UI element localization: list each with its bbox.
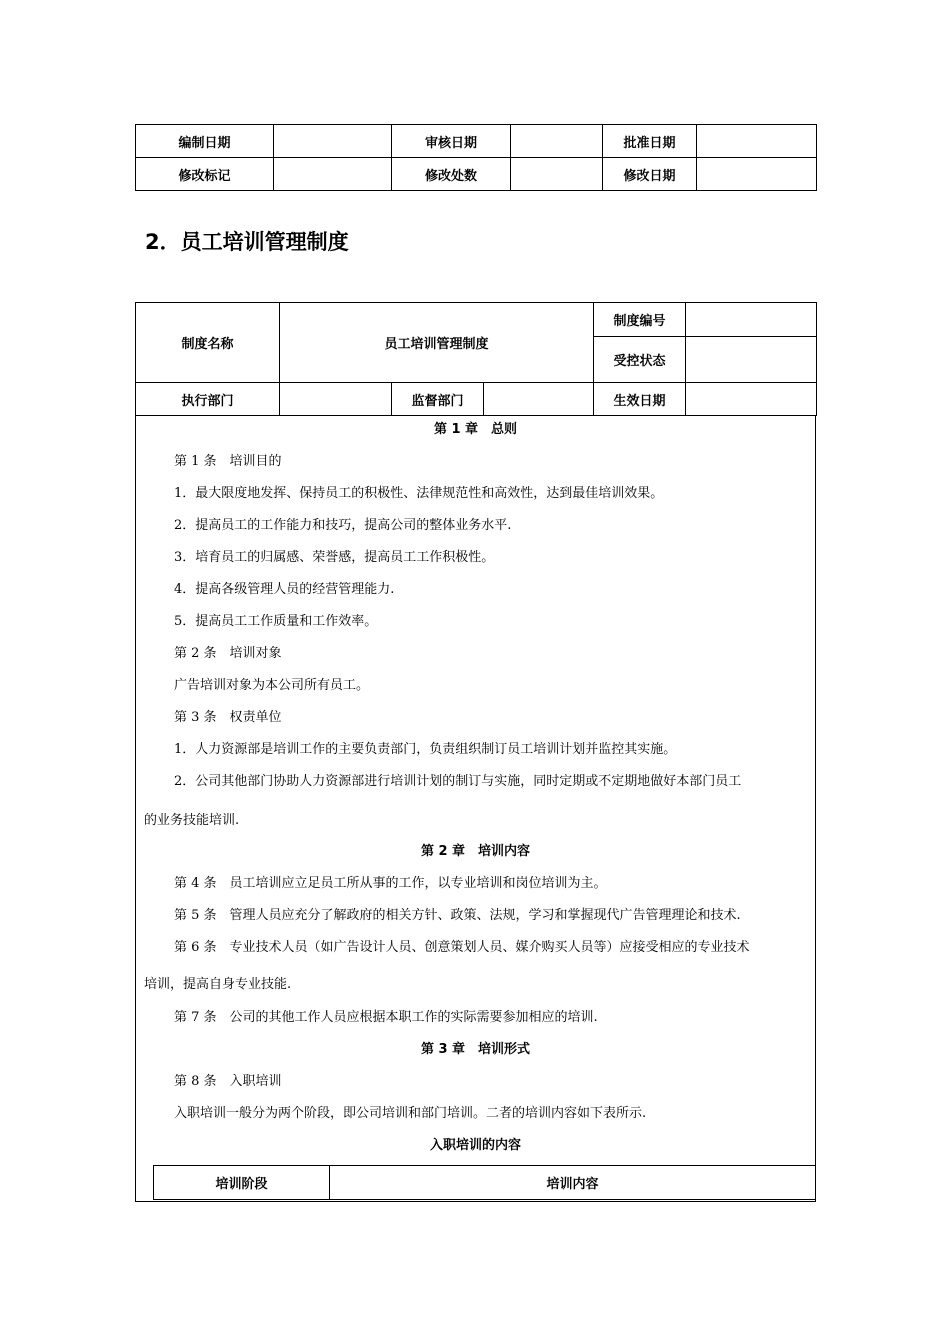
article-1-item-5: 5．提高员工工作质量和工作效率。 bbox=[174, 614, 378, 629]
article-1-item-2: 2．提高员工的工作能力和技巧，提高公司的整体业务水平. bbox=[174, 518, 512, 533]
article-3: 第 3 条 权责单位 bbox=[174, 710, 282, 725]
entry-training-header-row bbox=[154, 1166, 816, 1200]
entry-training-table bbox=[153, 1165, 816, 1200]
chapter-3-heading: 第 3 章 培训形式 bbox=[420, 1042, 531, 1057]
revision-row-1 bbox=[136, 125, 817, 158]
compile-date-value[interactable] bbox=[274, 125, 392, 158]
policy-name-value: 员工培训管理制度 bbox=[280, 303, 594, 383]
info-row-1 bbox=[136, 303, 817, 337]
info-row-3 bbox=[136, 383, 817, 416]
policy-name-label: 制度名称 bbox=[136, 303, 280, 383]
control-status-label: 受控状态 bbox=[594, 337, 686, 383]
policy-body bbox=[135, 416, 816, 1202]
article-8: 第 8 条 入职培训 bbox=[174, 1074, 282, 1089]
article-3-item-1: 1．人力资源部是培训工作的主要负责部门，负责组织制订员工培训计划并监控其实施。 bbox=[174, 742, 677, 757]
review-date-value[interactable] bbox=[511, 125, 603, 158]
review-date-label: 审核日期 bbox=[392, 125, 511, 158]
article-8-text: 入职培训一般分为两个阶段，即公司培训和部门培训。二者的培训内容如下表所示. bbox=[174, 1106, 647, 1121]
supervise-dept-value[interactable] bbox=[484, 383, 594, 416]
chapter-1-heading: 第 1 章 总则 bbox=[433, 422, 518, 437]
approve-date-label: 批准日期 bbox=[603, 125, 697, 158]
article-1-item-3: 3．培育员工的归属感、荣誉感，提高员工工作积极性。 bbox=[174, 550, 495, 565]
policy-number-label: 制度编号 bbox=[594, 303, 686, 337]
article-3-item-2: 2．公司其他部门协助人力资源部进行培训计划的制订与实施，同时定期或不定期地做好本部门员工 bbox=[174, 774, 742, 789]
article-7: 第 7 条 公司的其他工作人员应根据本职工作的实际需要参加相应的培训. bbox=[174, 1010, 598, 1025]
revision-row-2 bbox=[136, 158, 817, 191]
article-3-item-2-cont: 的业务技能培训. bbox=[144, 813, 240, 828]
exec-dept-label: 执行部门 bbox=[136, 383, 280, 416]
policy-info-table bbox=[135, 302, 817, 416]
article-6: 第 6 条 专业技术人员（如广告设计人员、创意策划人员、媒介购买人员等）应接受相应的专业技术 bbox=[174, 940, 750, 955]
article-1-item-4: 4．提高各级管理人员的经营管理能力. bbox=[174, 582, 395, 597]
section-title: 2．员工培训管理制度 bbox=[145, 230, 349, 254]
revision-table bbox=[135, 124, 817, 191]
article-1: 第 1 条 培训目的 bbox=[174, 454, 282, 469]
effective-date-value[interactable] bbox=[686, 383, 817, 416]
article-5: 第 5 条 管理人员应充分了解政府的相关方针、政策、法规，学习和掌握现代广告管理理论和技术. bbox=[174, 908, 741, 923]
article-6-cont: 培训，提高自身专业技能. bbox=[144, 977, 292, 992]
article-4: 第 4 条 员工培训应立足员工所从事的工作，以专业培训和岗位培训为主。 bbox=[174, 876, 607, 891]
compile-date-label: 编制日期 bbox=[136, 125, 274, 158]
exec-dept-value[interactable] bbox=[280, 383, 392, 416]
supervise-dept-label: 监督部门 bbox=[392, 383, 484, 416]
revision-count-value[interactable] bbox=[511, 158, 603, 191]
revision-count-label: 修改处数 bbox=[392, 158, 511, 191]
control-status-value[interactable] bbox=[686, 337, 817, 383]
training-stage-header: 培训阶段 bbox=[154, 1166, 330, 1200]
article-2: 第 2 条 培训对象 bbox=[174, 646, 282, 661]
article-2-text: 广告培训对象为本公司所有员工。 bbox=[174, 678, 370, 693]
revision-mark-label: 修改标记 bbox=[136, 158, 274, 191]
revision-date-value[interactable] bbox=[697, 158, 817, 191]
article-1-item-1: 1．最大限度地发挥、保持员工的积极性、法律规范性和高效性，达到最佳培训效果。 bbox=[174, 486, 664, 501]
revision-date-label: 修改日期 bbox=[603, 158, 697, 191]
effective-date-label: 生效日期 bbox=[594, 383, 686, 416]
training-content-header: 培训内容 bbox=[330, 1166, 816, 1200]
approve-date-value[interactable] bbox=[697, 125, 817, 158]
entry-training-caption: 入职培训的内容 bbox=[429, 1138, 521, 1153]
revision-mark-value[interactable] bbox=[274, 158, 392, 191]
policy-number-value[interactable] bbox=[686, 303, 817, 337]
chapter-2-heading: 第 2 章 培训内容 bbox=[420, 844, 531, 859]
